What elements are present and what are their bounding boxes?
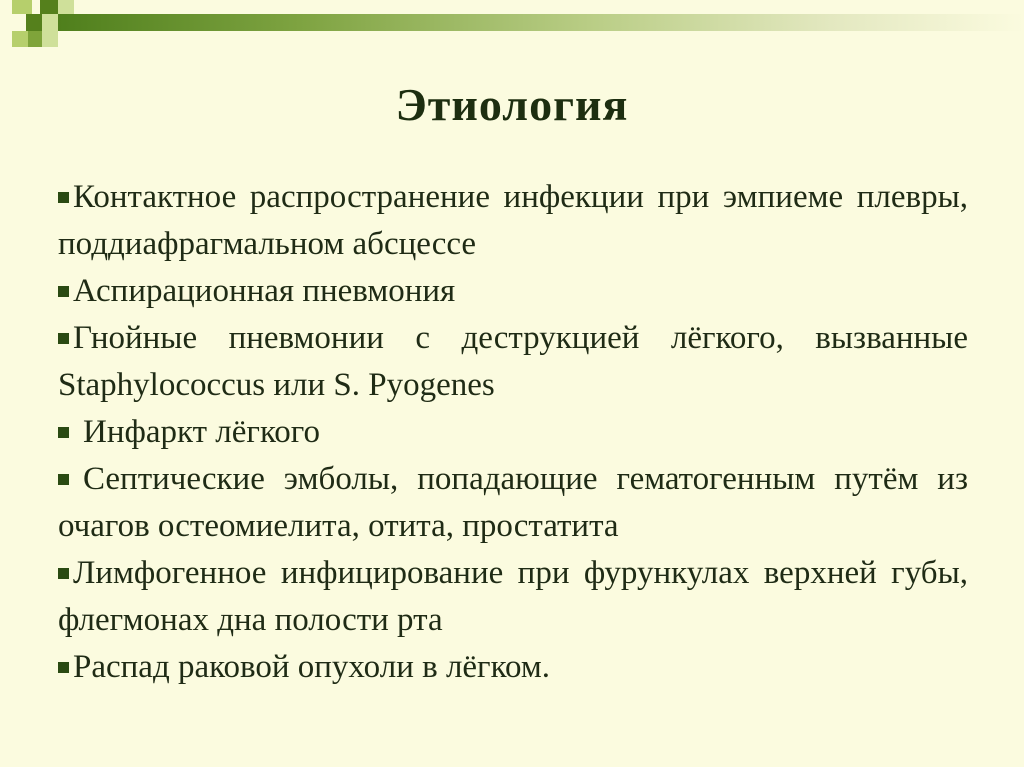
- list-item-text: Гнойные пневмонии с деструкцией лёгкого, вызванные Staphylococcus или S. Pyogenes: [58, 320, 968, 403]
- header-gradient-bar: [58, 14, 1024, 31]
- list-item-text: Инфаркт лёгкого: [83, 414, 321, 450]
- list-item: [58, 174, 968, 268]
- square-bullet-icon: [58, 192, 69, 203]
- decor-square: [42, 31, 58, 47]
- list-item-text: Аспирационная пневмония: [73, 273, 456, 309]
- decor-square: [40, 0, 58, 14]
- list-item: [58, 409, 968, 456]
- list-item: [58, 268, 968, 315]
- bullet-list: [58, 174, 968, 691]
- square-bullet-icon: [58, 662, 69, 673]
- slide-title: Этиология: [395, 79, 629, 130]
- square-bullet-icon: [58, 286, 69, 297]
- decor-square: [42, 14, 58, 31]
- square-bullet-icon: [58, 474, 69, 485]
- list-item-text: Контактное распространение инфекции при эмпиеме плевры, поддиафрагмальном абсцессе: [58, 179, 968, 262]
- square-bullet-icon: [58, 427, 69, 438]
- decor-square: [28, 31, 42, 47]
- square-bullet-icon: [58, 568, 69, 579]
- square-bullet-icon: [58, 333, 69, 344]
- list-item-text: Распад раковой опухоли в лёгком.: [73, 649, 550, 685]
- decor-square: [12, 31, 28, 47]
- decor-square: [12, 0, 32, 14]
- decor-square: [58, 0, 74, 14]
- list-item-text: Септические эмболы, попадающие гематогенным путём из очагов остеомиелита, отита, простатита: [58, 461, 968, 544]
- list-item: [58, 550, 968, 644]
- list-item: [58, 315, 968, 409]
- decor-square: [26, 14, 42, 31]
- list-item-text: Лимфогенное инфицирование при фурункулах верхней губы, флегмонах дна полости рта: [58, 555, 968, 638]
- list-item: [58, 456, 968, 550]
- list-item: [58, 644, 968, 691]
